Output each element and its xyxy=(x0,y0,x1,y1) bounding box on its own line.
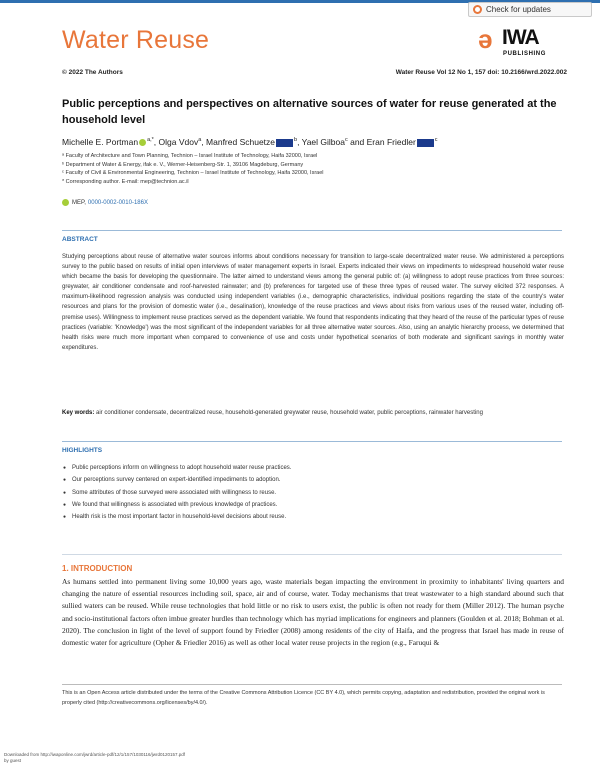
author-name: Michelle E. Portman xyxy=(62,137,139,147)
downloaded-from: Downloaded from http://iwaponline.com/jwrd/article-pdf/12/1/157/1030116/jwrd0120157.pdf xyxy=(4,752,186,757)
author-name: Eran Friedler xyxy=(366,137,416,147)
abstract-heading: ABSTRACT xyxy=(62,236,98,243)
copyright: © 2022 The Authors xyxy=(62,69,123,76)
highlight-item: ● Some attributes of those surveyed were associated with willingness to reuse. xyxy=(62,487,562,499)
orcid-icon[interactable] xyxy=(139,139,146,146)
affiliation-line: ᶜ Faculty of Civil & Environmental Engineering, Technion – Israel Institute of Technology, Haifa 32000, Israel xyxy=(62,170,324,176)
author-separator: and xyxy=(347,137,367,147)
orcid-line xyxy=(62,199,148,206)
divider xyxy=(62,230,562,231)
citation: Water Reuse Vol 12 No 1, 157 doi: 10.2166/wrd.2022.002 xyxy=(395,69,567,76)
iwa-publishing-logo xyxy=(478,22,568,64)
author-name: Yael Gilboa xyxy=(301,137,345,147)
article-title: Public perceptions and perspectives on alternative sources of water for reuse generated at the household level xyxy=(62,98,557,126)
highlight-item: ● Health risk is the most important factor in household-level decisions about reuse. xyxy=(62,511,562,523)
logo-subtitle: PUBLISHING xyxy=(503,51,547,57)
abstract-text: Studying perceptions about reuse of alternative water sources informs about conditions necessary for transition to large-scale decentralized water reuse. We administered a perceptions survey to the public based on results of initial open interviews of water management experts in Israel. Experts indicated their views on impediments to widespread household water reuse which became the basis for developing the questionnaire. The latter aimed to understand views among the general public of: (a) willingness to adopt reuse practices from three sources: greywater, air conditioner condensate and roof-harvested rainwater; and (b) preferences for targeted use of these three types of reused water. The survey elicited 372 responses. A maximum-likelihood regression analysis was conducted using independent variables (i.e., demographic characteristics, individual positions regarding the state of the country's water resources and plans for the provision of domestic water (i.e., desalination), knowledge of the reuse practices and views about risks from various uses of the reused water, including off-premise uses). Willingness to implement reuse practices served as the dependent variable. We found that respondents indicating that they heard of the reuse of the particular types of reuse practices (variable: 'Knowledge') was the most significant of the independent variables for all three alternative water sources. Also, using an analytic hierarchy process, we determined that health risks were much more important when compared to convenience of use and costs under hypothetical scenarios of both moderate and significant savings in monthly water expenditures. xyxy=(62,254,564,351)
author-affiliation-mark: c xyxy=(344,137,348,144)
iwa-member-icon xyxy=(276,139,293,147)
introduction-heading: 1. INTRODUCTION xyxy=(62,564,133,573)
keywords xyxy=(62,408,564,418)
affiliation-line: ᵃ Faculty of Architecture and Town Planning, Technion – Israel Institute of Technology, Haifa 32000, Israel xyxy=(62,153,318,159)
orcid-icon xyxy=(62,199,69,206)
iwa-member-icon xyxy=(417,139,434,147)
highlight-item: ● We found that willingness is associated with previous knowledge of practices. xyxy=(62,499,562,511)
introduction-text: As humans settled into permanent living some 10,000 years ago, waste materials began impacting the environment in proximity to inhabitants' living quarters and changing the nature of essential resources including soil, space, air and of course, water. Today mechanisms that treat wastewater to a high standard abound such that sullied waters can be reused. While reuse technologies that hold little or no risk to users exist, the public is often not ready for them (Miller 2012). The human psyche and socio-institutional factors often imbue greater hurdles than technology which has myriad implications for engineers and planners (Goulden et al. 2018; Bohman et al. 2020). The conclusion in light of the level of support found by Friedler (2008) among residents of the city of Haifa, and the progress that Israel has made in reuse of domestic water for agriculture (Opher & Friedler 2016) as well as other local water reuse projects in the region (e.g., Faruqui & xyxy=(62,577,564,648)
journal-name: Water Reuse xyxy=(62,26,210,54)
author-affiliation-mark: b xyxy=(294,137,298,144)
highlights-heading: HIGHLIGHTS xyxy=(62,447,103,454)
author-name: Manfred Schuetze xyxy=(206,137,276,147)
footnote-divider xyxy=(62,684,562,685)
download-stamp xyxy=(4,752,185,763)
check-for-updates-button[interactable] xyxy=(468,2,592,17)
logo-name: IWA xyxy=(502,26,539,49)
author-affiliation-mark: c xyxy=(434,137,438,144)
by-guest: by guest xyxy=(4,757,22,763)
affiliations xyxy=(62,152,562,186)
author-list xyxy=(62,137,572,147)
author-separator: , xyxy=(201,137,207,147)
divider xyxy=(62,441,562,442)
author-affiliation-mark: a,* xyxy=(147,137,154,144)
keywords-label: Key words: xyxy=(62,410,95,416)
orcid-link[interactable]: 0000-0002-0010-186X xyxy=(87,199,148,206)
affiliation-line: * Corresponding author. E-mail: mep@technion.ac.il xyxy=(62,178,189,185)
keywords-text: air conditioner condensate, decentralized reuse, household-generated greywater reuse, household water, public perceptions, rainwater harvesting xyxy=(96,410,483,416)
author-name: Olga Vdov xyxy=(158,137,199,147)
license-footnote: This is an Open Access article distributed under the terms of the Creative Commons Attribution Licence (CC BY 4.0), which permits copying, adaptation and redistribution, provided the original work is properly cited (http://creativecommons.org/licenses/by/4.0/). xyxy=(62,690,545,706)
open-access-icon: ə xyxy=(478,24,493,54)
author-affiliation-mark: a xyxy=(198,137,202,144)
highlight-item: ● Public perceptions inform on willingness to adopt household water reuse practices. xyxy=(62,462,562,474)
affiliation-line: ᵇ Department of Water & Energy, ifak e. V., Werner-Heisenberg-Str. 1, 39106 Magdeburg, Germany xyxy=(62,161,304,168)
author-separator: , xyxy=(297,137,302,147)
highlights-list xyxy=(62,462,562,523)
highlight-item: ● Our perceptions survey centered on expert-identified impediments to adoption. xyxy=(62,474,562,486)
divider xyxy=(62,554,562,555)
orcid-label: MEP, xyxy=(72,199,86,206)
check-for-updates-label: Check for updates xyxy=(486,5,551,14)
crossmark-icon xyxy=(473,5,482,14)
author-separator: , xyxy=(153,137,159,147)
